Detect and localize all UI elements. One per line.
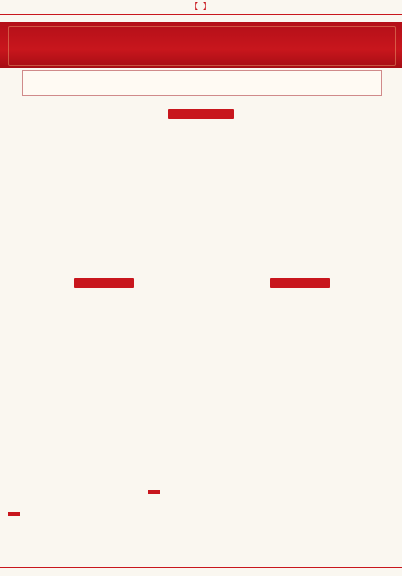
banner-frame [8, 26, 396, 66]
section-label: 【 】 [190, 2, 212, 11]
section-header-filial [148, 490, 160, 494]
section-header-helping [74, 278, 134, 288]
section-header-bravery [8, 512, 20, 516]
section-header-self-reliance [270, 278, 330, 288]
section-header-dedication [168, 109, 234, 119]
name-list-box [22, 70, 382, 96]
